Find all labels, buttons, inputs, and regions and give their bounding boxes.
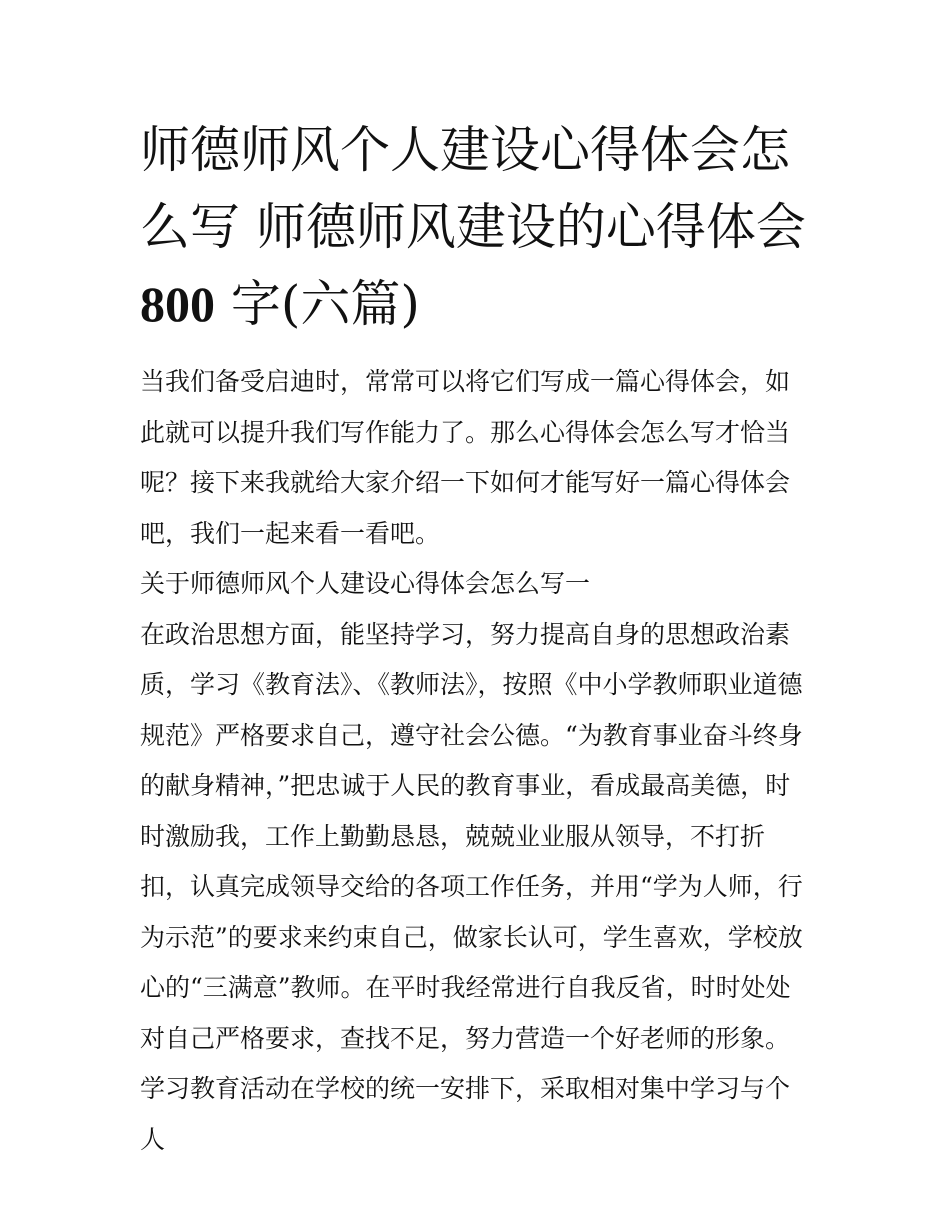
intro-paragraph: 当我们备受启迪时，常常可以将它们写成一篇心得体会，如此就可以提升我们写作能力了。那么心得体会怎么写才恰当呢？接下来我就给大家介绍一下如何才能写好一篇心得体会吧，我们一起来看一看吧。: [140, 367, 791, 548]
body-paragraph-continued: 学习教育活动在学校的统一安排下，采取相对集中学习与个人: [140, 1074, 791, 1154]
title-suffix: 字(六篇): [215, 275, 420, 333]
document-body: [140, 112, 812, 1165]
title-text: 师德师风个人建设心得体会怎么写 师德师风建设的心得体会: [140, 121, 806, 256]
section-heading: 关于师德师风个人建设心得体会怎么写一: [140, 569, 591, 598]
body-paragraph: 在政治思想方面，能坚持学习，努力提高自身的思想政治素质，学习《教育法》、《教师法》，按照《中小学教师职业道德规范》严格要求自己，遵守社会公德。“为教育事业奋斗终身的献身精神，”把忠诚于人民的教育事业，看成最高美德，时时激励我，工作上勤勤恳恳，兢兢业业服从领导，不打折扣，认真完成领导交给的各项工作任务，并用“学为人师，行为示范”的要求来约束自己，做家长认可，学生喜欢，学校放心的“三满意”教师。在平时我经常进行自我反省，时时处处对自己严格要求，查找不足，努力营造一个好老师的形象。: [140, 619, 803, 1053]
document-title: [140, 112, 812, 343]
title-number: 800: [140, 276, 215, 332]
